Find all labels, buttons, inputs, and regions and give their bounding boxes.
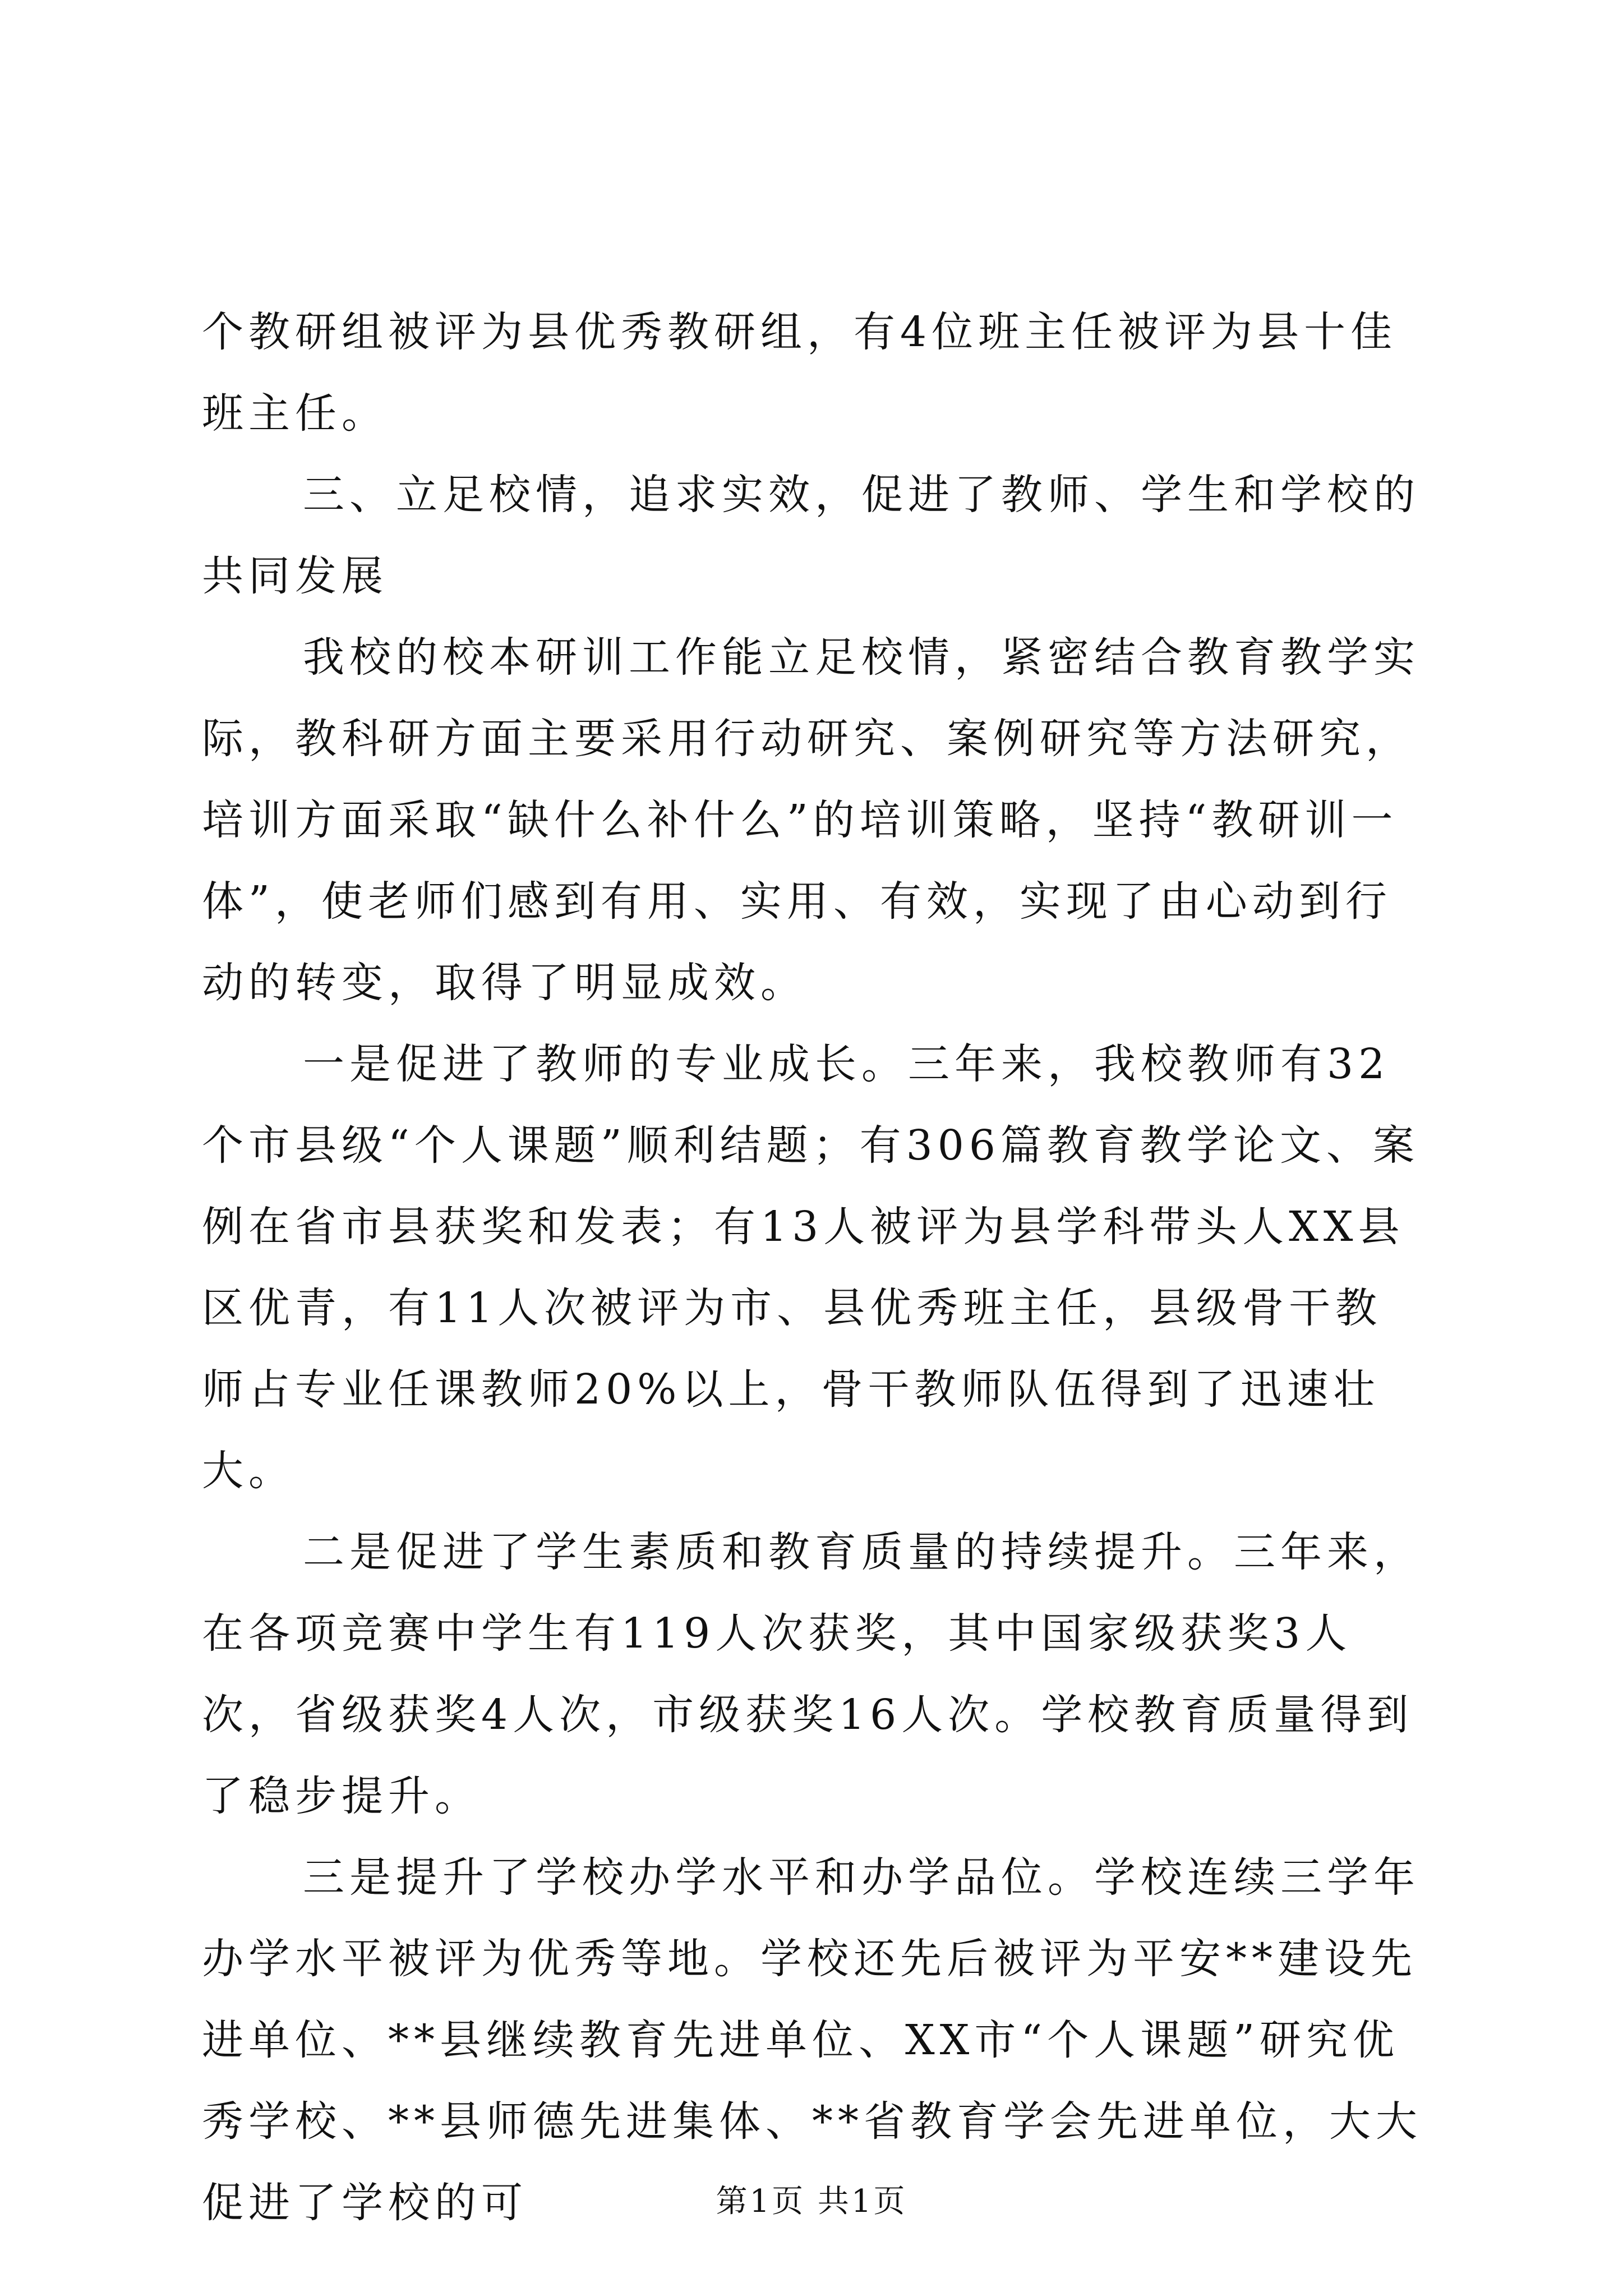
paragraph-3: 我校的校本研训工作能立足校情，紧密结合教育教学实际，教科研方面主要采用行动研究、案例研究等方法研究，培训方面采取“缺什么补什么”的培训策略，坚持“教研训一体”，使老师们感到有用、实用、有效，实现了由心动到行动的转变，取得了明显成效。 [202,633,1420,1007]
paragraph-6: 三是提升了学校办学水平和办学品位。学校连续三学年办学水平被评为优秀等地。学校还先后被评为平安**建设先进单位、**县继续教育先进单位、XX市“个人课题”研究优秀学校、**县师德先进集体、**省教育学会先进单位，大大促进了学校的可 [202,1853,1422,2227]
document-body [202,292,1424,2244]
paragraph-1: 个教研组被评为县优秀教研组，有4位班主任被评为县十佳班主任。 [202,308,1398,438]
paragraph-5: 二是促进了学生素质和教育质量的持续提升。三年来，在各项竞赛中学生有119人次获奖，其中国家级获奖3人次，省级获奖4人次，市级获奖16人次。学校教育质量得到了稳步提升。 [202,1528,1420,1820]
paragraph-2-section-heading: 三、立足校情，追求实效，促进了教师、学生和学校的共同发展 [202,471,1420,600]
paragraph-4: 一是促进了教师的专业成长。三年来，我校教师有32个市县级“个人课题”顺利结题；有306篇教育教学论文、案例在省市县获奖和发表；有13人被评为县学科带头人XX县区优青，有11人次被评为市、县优秀班主任，县级骨干教师占专业任课教师20%以上，骨干教师队伍得到了迅速壮大。 [202,1040,1419,1495]
page-footer: 第1页 共1页 [716,2183,907,2220]
